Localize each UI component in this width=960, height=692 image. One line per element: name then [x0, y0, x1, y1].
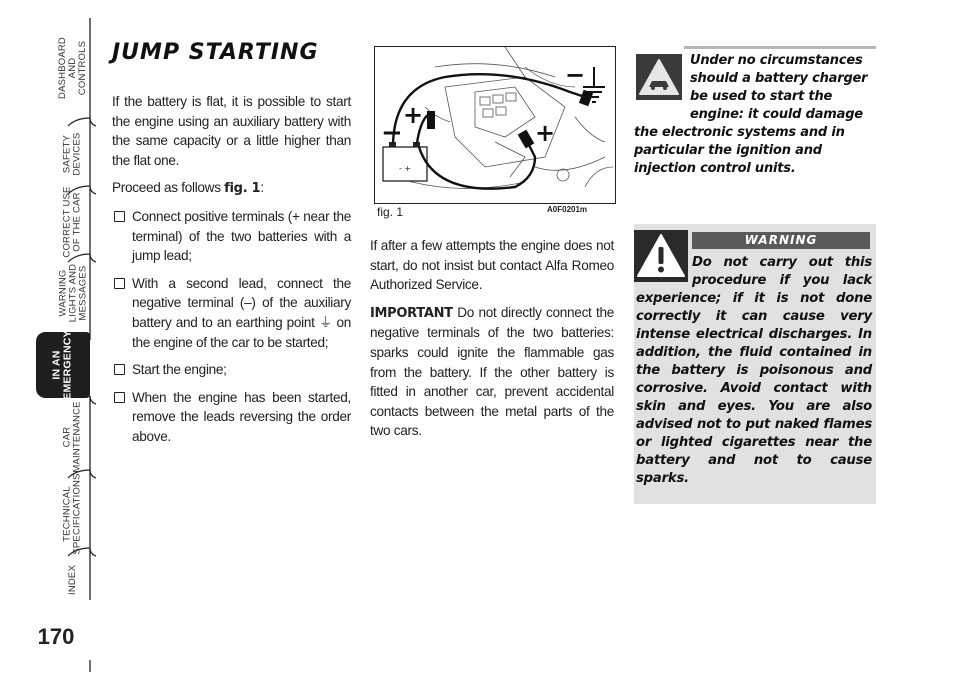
step-text: Connect positive terminals (+ near the terminal) of the two batteries with a jump lead; [132, 208, 351, 264]
proceed-text: Proceed as follows [112, 180, 225, 196]
figure-caption: fig. 1 [377, 205, 404, 219]
tab-correct-use-of-the-car[interactable]: CORRECT USE OF THE CAR [62, 186, 83, 258]
tab-technical-specifications[interactable]: TECHNICAL SPECIFICATIONS [62, 473, 83, 555]
figure-reference: fig. 1 [224, 181, 261, 197]
page-title: JUMP STARTING [112, 40, 319, 65]
list-item [112, 274, 351, 352]
list-item [112, 388, 351, 447]
column-middle [370, 236, 614, 449]
tab-warning-lights-and-messages[interactable]: WARNING LIGHTS AND MESSAGES [57, 263, 88, 323]
step-text: Start the engine; [132, 362, 227, 378]
chapter-tab-bar [0, 0, 110, 692]
checkbox-bullet-icon [114, 392, 125, 403]
minus-terminal-icon: − [381, 118, 403, 148]
list-item [112, 207, 351, 266]
warning-note [634, 224, 876, 504]
jump-start-figure [374, 46, 616, 204]
caution-icon-float [634, 52, 690, 108]
page-number: 170 [37, 624, 75, 649]
proceed-suffix: : [260, 180, 264, 196]
important-text: Do not directly connect the negative terminals of the two batteries: sparks could ignite the flammable gas from the battery. If the other battery is fitted in another car, prevent accidental contacts between the metal parts of the two cars. [370, 304, 614, 439]
tab-car-maintenance[interactable]: CAR MAINTENANCE [62, 401, 84, 473]
checkbox-bullet-icon [114, 211, 125, 222]
tab-safety-devices[interactable]: SAFETY DEVICES [61, 132, 83, 176]
warning-icon-float [636, 254, 692, 290]
svg-text:- +: - + [399, 164, 412, 173]
checkbox-bullet-icon [114, 278, 125, 289]
caution-note [634, 46, 876, 196]
intro-paragraph: If the battery is flat, it is possible to start the engine using an auxiliary battery with the same capacity or a little higher than the flat one. [112, 94, 351, 168]
tab-index[interactable]: INDEX [66, 564, 78, 596]
column-left [112, 92, 351, 455]
checkbox-bullet-icon [114, 364, 125, 375]
tab-dashboard-and-controls[interactable]: DASHBOARD AND CONTROLS [56, 37, 88, 99]
figure-code: A0F0201m [547, 205, 588, 214]
engine-bay-illustration [375, 47, 615, 203]
step-text: With a second lead, connect the negative terminal (–) of the auxiliary battery and to an earthing point ⏚ on the engine of the car to be started; [132, 275, 351, 350]
svg-text:+: + [535, 119, 556, 147]
tab-in-an-emergency[interactable]: IN AN EMERGENCY [51, 330, 75, 400]
step-text: When the engine has been started, remove the leads reversing the order above. [132, 389, 351, 444]
list-item [112, 360, 351, 380]
warning-header: WARNING [692, 232, 870, 249]
svg-text:−: − [565, 61, 586, 89]
caution-text: Under no circumstances should a battery charger be used to start the engine: it could damage the electronic systems and in particular the ignition and injection control units. [634, 53, 868, 176]
warning-text: Do not carry out this procedure if you lack experience; if it is not done correctly it can cause very intense electrical discharges. In addition, the fluid contained in the battery is poisonous and corrosive. Avoid contact with skin and eyes. You are also advised not to put naked flames or lighted cigarettes near the battery and not to cause sparks. [636, 255, 872, 486]
important-label: IMPORTANT [370, 305, 453, 321]
after-attempts-paragraph: If after a few attempts the engine does not start, do not insist but contact Alfa Romeo Authorized Service. [370, 238, 614, 293]
plus-terminal-icon: + [403, 101, 424, 129]
important-paragraph [370, 303, 614, 441]
proceed-paragraph [112, 178, 351, 199]
caution-rule [684, 46, 876, 49]
